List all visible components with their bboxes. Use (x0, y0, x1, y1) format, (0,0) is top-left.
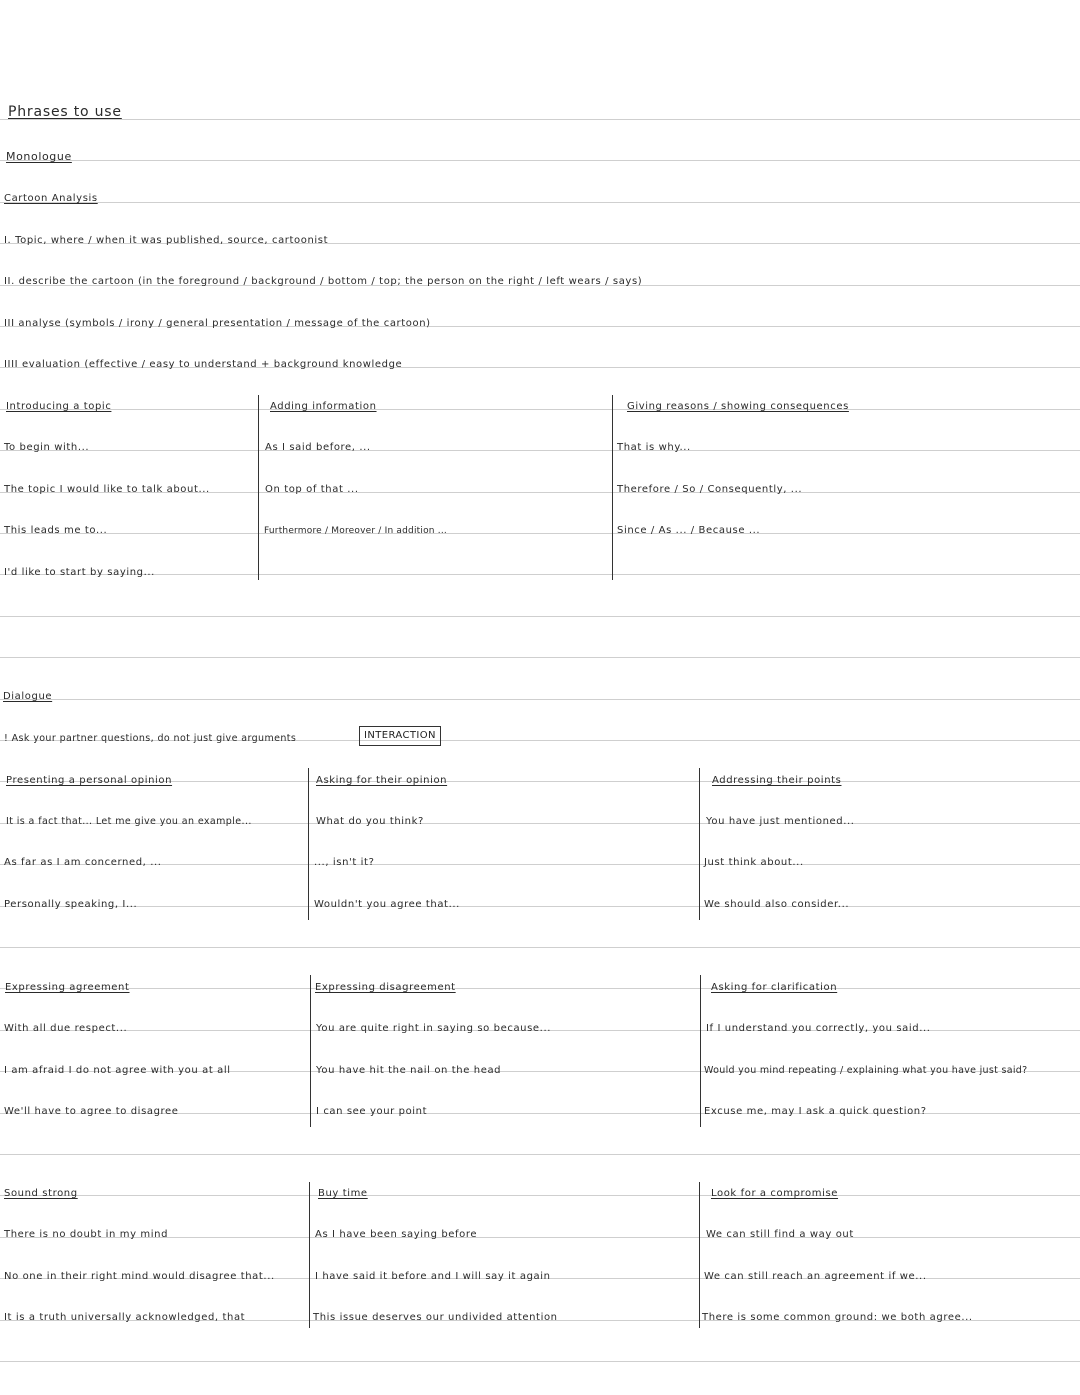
phrase: Excuse me, may I ask a quick question? (704, 1106, 927, 1117)
ruled-line (0, 1195, 1080, 1196)
phrase: This issue deserves our undivided attention (313, 1312, 558, 1323)
phrase: Therefore / So / Consequently, ... (617, 484, 803, 495)
ruled-line (0, 864, 1080, 865)
ruled-line (0, 574, 1080, 575)
phrase: If I understand you correctly, you said... (706, 1023, 931, 1034)
phrase: There is no doubt in my mind (4, 1229, 169, 1240)
ruled-line (0, 616, 1080, 617)
phrase: I have said it before and I will say it again (315, 1271, 551, 1282)
ruled-line (0, 409, 1080, 410)
phrase: ..., isn't it? (314, 857, 375, 868)
interaction-box: INTERACTION (359, 726, 441, 746)
phrase: With all due respect... (4, 1023, 128, 1034)
ruled-line (0, 906, 1080, 907)
phrase: As I have been saying before (315, 1229, 478, 1240)
column-heading: Sound strong (4, 1188, 78, 1199)
column-heading: Look for a compromise (711, 1188, 839, 1199)
dialogue-heading: Dialogue (3, 691, 53, 702)
column-heading: Introducing a topic (6, 401, 112, 412)
phrase: Wouldn't you agree that... (314, 899, 460, 910)
cartoon-step: II. describe the cartoon (in the foreground / background / bottom / top; the person on the right / left wears / says) (4, 276, 643, 287)
cartoon-step: III analyse (symbols / irony / general presentation / message of the cartoon) (4, 318, 431, 329)
column-heading: Asking for their opinion (316, 775, 448, 786)
page-title: Phrases to use (8, 104, 122, 120)
phrase: You are quite right in saying so because... (316, 1023, 552, 1034)
cartoon-step: IIII evaluation (effective / easy to understand + background knowledge (4, 359, 403, 370)
column-heading: Expressing disagreement (315, 982, 456, 993)
column-divider (309, 1182, 310, 1328)
phrase: There is some common ground: we both agree... (702, 1312, 973, 1323)
phrase: Just think about... (704, 857, 804, 868)
column-heading: Addressing their points (712, 775, 842, 786)
column-divider (612, 395, 613, 580)
column-heading: Adding information (270, 401, 377, 412)
column-heading: Buy time (318, 1188, 368, 1199)
column-divider (258, 395, 259, 580)
cartoon-analysis-heading: Cartoon Analysis (4, 193, 98, 204)
column-divider (700, 975, 701, 1127)
monologue-heading: Monologue (6, 150, 72, 163)
phrase: I am afraid I do not agree with you at all (4, 1065, 231, 1076)
dialogue-note: ! Ask your partner questions, do not just give arguments (4, 733, 297, 744)
phrase: Would you mind repeating / explaining what you have just said? (704, 1065, 1028, 1076)
phrase: As far as I am concerned, ... (4, 857, 162, 868)
phrase: As I said before, ... (265, 442, 371, 453)
phrase: It is a fact that... Let me give you an example... (6, 816, 252, 827)
ruled-line (0, 699, 1080, 700)
phrase: You have just mentioned... (706, 816, 855, 827)
phrase: We'll have to agree to disagree (4, 1106, 179, 1117)
ruled-line (0, 988, 1080, 989)
column-divider (308, 768, 309, 920)
ruled-line (0, 160, 1080, 161)
ruled-line (0, 1154, 1080, 1155)
column-divider (699, 768, 700, 920)
phrase: We can still reach an agreement if we... (704, 1271, 927, 1282)
column-heading: Presenting a personal opinion (6, 775, 173, 786)
phrase: Personally speaking, I... (4, 899, 138, 910)
phrase: That is why... (617, 442, 691, 453)
phrase: I'd like to start by saying... (4, 567, 155, 578)
phrase: Furthermore / Moreover / In addition ... (264, 526, 447, 536)
phrase: The topic I would like to talk about... (4, 484, 210, 495)
ruled-line (0, 1361, 1080, 1362)
phrase: It is a truth universally acknowledged, that (4, 1312, 246, 1323)
phrase: We can still find a way out (706, 1229, 854, 1240)
ruled-line (0, 119, 1080, 120)
phrase: You have hit the nail on the head (316, 1065, 502, 1076)
phrase: What do you think? (316, 816, 424, 827)
phrase: Since / As ... / Because ... (617, 525, 761, 536)
column-divider (310, 975, 311, 1127)
column-heading: Giving reasons / showing consequences (627, 401, 849, 412)
ruled-line (0, 947, 1080, 948)
phrase: No one in their right mind would disagree that... (4, 1271, 275, 1282)
column-divider (699, 1182, 700, 1328)
ruled-line (0, 533, 1080, 534)
phrase: I can see your point (316, 1106, 428, 1117)
phrase: To begin with... (4, 442, 90, 453)
ruled-line (0, 450, 1080, 451)
column-heading: Asking for clarification (711, 982, 838, 993)
phrase: This leads me to... (4, 525, 108, 536)
column-heading: Expressing agreement (5, 982, 130, 993)
ruled-line (0, 202, 1080, 203)
ruled-line (0, 657, 1080, 658)
phrase: We should also consider... (704, 899, 850, 910)
phrase: On top of that ... (265, 484, 359, 495)
cartoon-step: I. Topic, where / when it was published, source, cartoonist (4, 235, 329, 246)
